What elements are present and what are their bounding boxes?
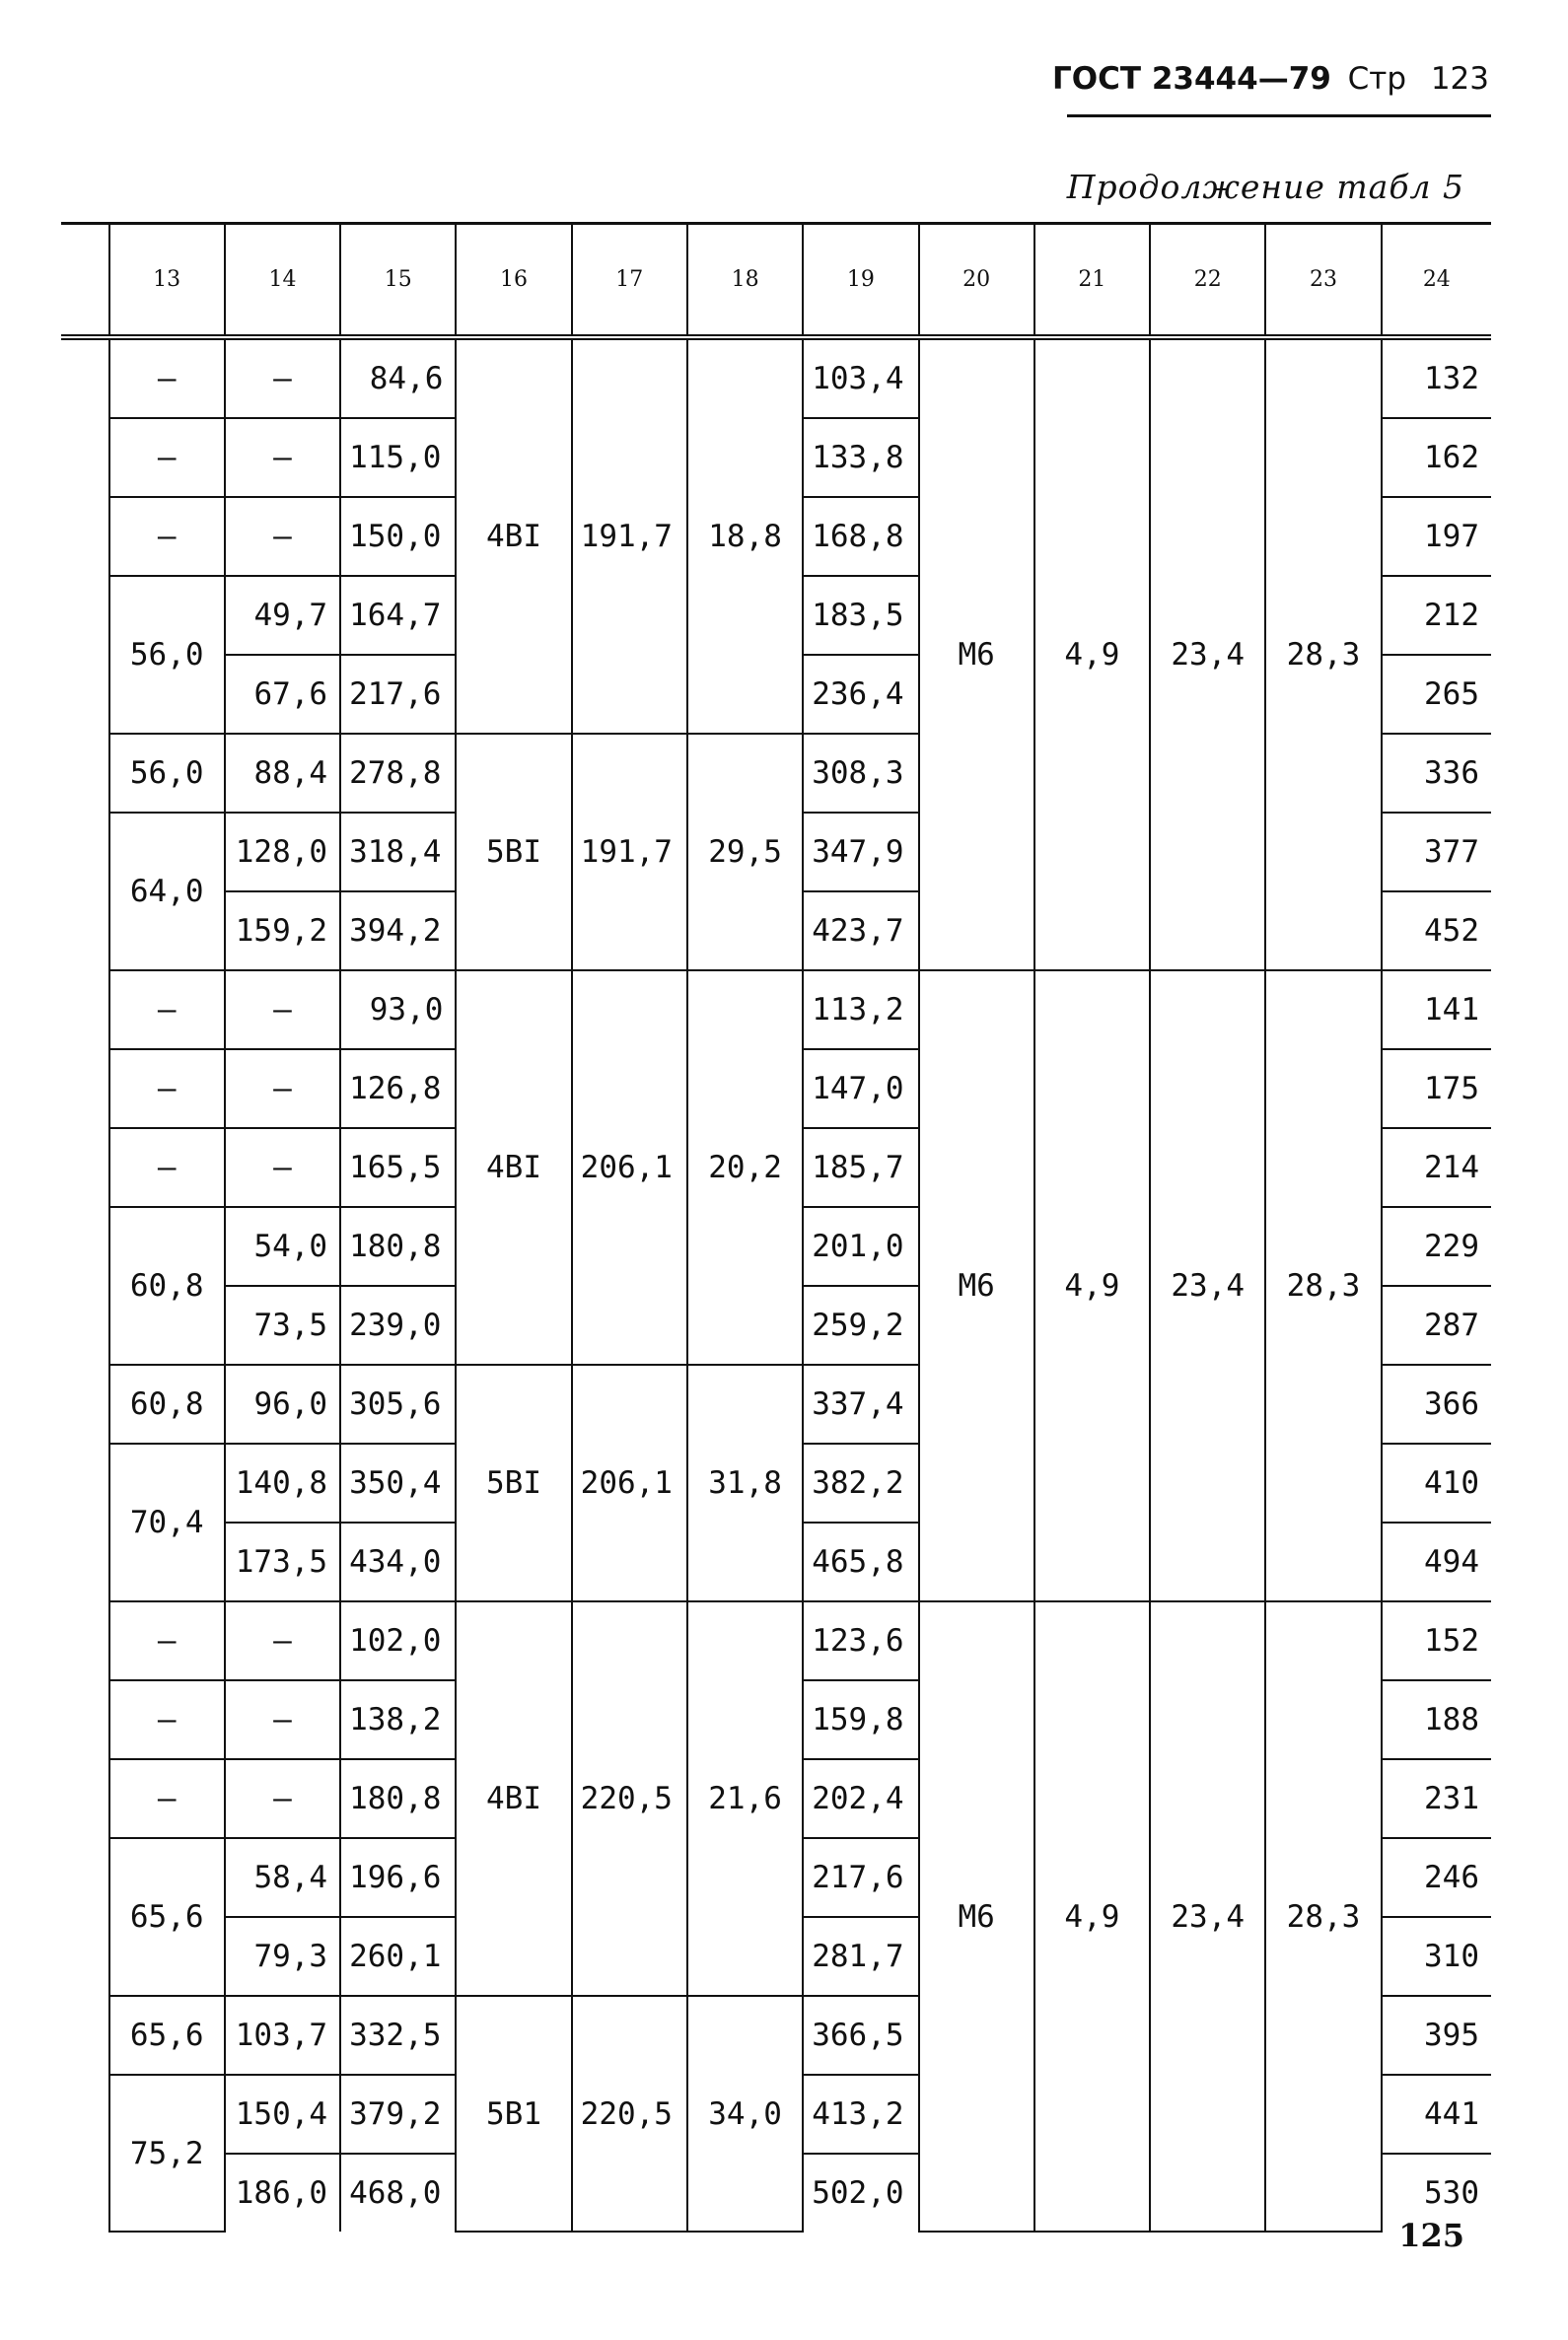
col14-cell: 140,8 xyxy=(225,1444,340,1523)
col19-cell: 502,0 xyxy=(803,2154,918,2232)
col16-cell: 4BI xyxy=(456,970,571,1365)
col14-cell: — xyxy=(225,1128,340,1207)
col15-cell: 394,2 xyxy=(340,891,456,970)
col13-cell: 75,2 xyxy=(109,2075,225,2232)
col19-cell: 201,0 xyxy=(803,1207,918,1286)
col19-cell: 347,9 xyxy=(803,813,918,891)
row-lead-spacer xyxy=(61,1128,109,1207)
col19-cell: 123,6 xyxy=(803,1601,918,1680)
col13-cell: — xyxy=(109,337,225,418)
col20-cell: М6 xyxy=(919,1601,1034,2232)
col13-cell: — xyxy=(109,1049,225,1128)
col14-cell: 67,6 xyxy=(225,655,340,734)
table-body xyxy=(61,337,1491,2232)
col19-cell: 308,3 xyxy=(803,734,918,813)
col14-cell: 73,5 xyxy=(225,1286,340,1365)
col13-cell: 70,4 xyxy=(109,1444,225,1601)
col14-cell: 96,0 xyxy=(225,1365,340,1444)
col13-cell: — xyxy=(109,497,225,576)
col15-cell: 180,8 xyxy=(340,1759,456,1838)
col15-cell: 180,8 xyxy=(340,1207,456,1286)
col17-cell: 220,5 xyxy=(572,1996,687,2232)
column-header-17: 17 xyxy=(572,224,687,338)
col20-cell: М6 xyxy=(919,337,1034,970)
col15-cell: 278,8 xyxy=(340,734,456,813)
column-header-13: 13 xyxy=(109,224,225,338)
col15-cell: 379,2 xyxy=(340,2075,456,2154)
col14-cell: — xyxy=(225,1049,340,1128)
col21-cell: 4,9 xyxy=(1034,970,1150,1601)
col13-cell: 65,6 xyxy=(109,1838,225,1996)
col13-cell: — xyxy=(109,1680,225,1759)
col24-cell: 310 xyxy=(1382,1917,1491,1996)
col15-cell: 138,2 xyxy=(340,1680,456,1759)
col19-cell: 217,6 xyxy=(803,1838,918,1917)
col14-cell: 186,0 xyxy=(225,2154,340,2232)
col24-cell: 265 xyxy=(1382,655,1491,734)
column-header-15: 15 xyxy=(340,224,456,338)
col15-cell: 468,0 xyxy=(340,2154,456,2232)
col19-cell: 202,4 xyxy=(803,1759,918,1838)
col13-cell: — xyxy=(109,1759,225,1838)
row-lead-spacer xyxy=(61,813,109,891)
col24-cell: 452 xyxy=(1382,891,1491,970)
col24-cell: 175 xyxy=(1382,1049,1491,1128)
col15-cell: 318,4 xyxy=(340,813,456,891)
col24-cell: 231 xyxy=(1382,1759,1491,1838)
page-number: 123 xyxy=(1430,61,1489,97)
col15-cell: 102,0 xyxy=(340,1601,456,1680)
row-lead-spacer xyxy=(61,655,109,734)
page-label: Стр xyxy=(1347,61,1407,97)
col15-cell: 84,6 xyxy=(340,337,456,418)
column-header-23: 23 xyxy=(1265,224,1381,338)
row-lead-spacer xyxy=(61,891,109,970)
row-lead-spacer xyxy=(61,1049,109,1128)
col19-cell: 382,2 xyxy=(803,1444,918,1523)
col15-cell: 350,4 xyxy=(340,1444,456,1523)
col16-cell: 4BI xyxy=(456,1601,571,1996)
row-lead-spacer xyxy=(61,337,109,418)
col24-cell: 441 xyxy=(1382,2075,1491,2154)
col19-cell: 133,8 xyxy=(803,418,918,497)
column-header-20: 20 xyxy=(919,224,1034,338)
table-row xyxy=(61,337,1491,418)
col14-cell: — xyxy=(225,418,340,497)
row-lead-spacer xyxy=(61,1207,109,1286)
row-lead-spacer xyxy=(61,1286,109,1365)
data-table xyxy=(61,222,1491,2233)
col19-cell: 366,5 xyxy=(803,1996,918,2075)
col15-cell: 305,6 xyxy=(340,1365,456,1444)
column-header-24: 24 xyxy=(1382,224,1491,338)
row-lead-spacer xyxy=(61,1523,109,1601)
col13-cell: 65,6 xyxy=(109,1996,225,2075)
col16-cell: 4BI xyxy=(456,337,571,734)
col15-cell: 93,0 xyxy=(340,970,456,1049)
page-header xyxy=(1052,61,1489,97)
column-header-22: 22 xyxy=(1150,224,1265,338)
col15-cell: 260,1 xyxy=(340,1917,456,1996)
col18-cell: 34,0 xyxy=(687,1996,803,2232)
row-lead-spacer xyxy=(61,576,109,655)
col14-cell: — xyxy=(225,337,340,418)
col18-cell: 18,8 xyxy=(687,337,803,734)
col19-cell: 423,7 xyxy=(803,891,918,970)
column-header-18: 18 xyxy=(687,224,803,338)
row-lead-spacer xyxy=(61,497,109,576)
col24-cell: 212 xyxy=(1382,576,1491,655)
col16-cell: 5B1 xyxy=(456,1996,571,2232)
row-lead-spacer xyxy=(61,1759,109,1838)
col14-cell: — xyxy=(225,1759,340,1838)
col21-cell: 4,9 xyxy=(1034,337,1150,970)
column-header-19: 19 xyxy=(803,224,918,338)
col19-cell: 281,7 xyxy=(803,1917,918,1996)
col14-cell: 150,4 xyxy=(225,2075,340,2154)
col13-cell: 60,8 xyxy=(109,1207,225,1365)
col16-cell: 5BI xyxy=(456,1365,571,1601)
row-lead-spacer xyxy=(61,1838,109,1917)
col14-cell: 103,7 xyxy=(225,1996,340,2075)
col17-cell: 191,7 xyxy=(572,337,687,734)
col23-cell: 28,3 xyxy=(1265,1601,1381,2232)
col24-cell: 410 xyxy=(1382,1444,1491,1523)
header-lead xyxy=(61,224,109,338)
col15-cell: 434,0 xyxy=(340,1523,456,1601)
col19-cell: 159,8 xyxy=(803,1680,918,1759)
col24-cell: 336 xyxy=(1382,734,1491,813)
col13-cell: 64,0 xyxy=(109,813,225,970)
col24-cell: 229 xyxy=(1382,1207,1491,1286)
col19-cell: 113,2 xyxy=(803,970,918,1049)
col24-cell: 366 xyxy=(1382,1365,1491,1444)
table-continuation-label: Продолжение табл 5 xyxy=(1066,168,1464,206)
col14-cell: 88,4 xyxy=(225,734,340,813)
row-lead-spacer xyxy=(61,1996,109,2075)
col17-cell: 206,1 xyxy=(572,1365,687,1601)
header-row xyxy=(61,224,1491,338)
col14-cell: — xyxy=(225,970,340,1049)
col24-cell: 377 xyxy=(1382,813,1491,891)
col18-cell: 31,8 xyxy=(687,1365,803,1601)
col15-cell: 165,5 xyxy=(340,1128,456,1207)
col22-cell: 23,4 xyxy=(1150,337,1265,970)
col15-cell: 332,5 xyxy=(340,1996,456,2075)
col13-cell: — xyxy=(109,1128,225,1207)
col14-cell: 49,7 xyxy=(225,576,340,655)
col18-cell: 21,6 xyxy=(687,1601,803,1996)
col24-cell: 188 xyxy=(1382,1680,1491,1759)
col13-cell: — xyxy=(109,970,225,1049)
column-header-14: 14 xyxy=(225,224,340,338)
col24-cell: 132 xyxy=(1382,337,1491,418)
col19-cell: 236,4 xyxy=(803,655,918,734)
col15-cell: 126,8 xyxy=(340,1049,456,1128)
col17-cell: 206,1 xyxy=(572,970,687,1365)
row-lead-spacer xyxy=(61,970,109,1049)
col13-cell: 60,8 xyxy=(109,1365,225,1444)
col13-cell: 56,0 xyxy=(109,734,225,813)
col13-cell: — xyxy=(109,418,225,497)
col19-cell: 413,2 xyxy=(803,2075,918,2154)
col22-cell: 23,4 xyxy=(1150,970,1265,1601)
col14-cell: — xyxy=(225,1601,340,1680)
col17-cell: 220,5 xyxy=(572,1601,687,1996)
col14-cell: 173,5 xyxy=(225,1523,340,1601)
standard-designation: ГОСТ 23444—79 xyxy=(1052,61,1331,97)
col15-cell: 115,0 xyxy=(340,418,456,497)
column-header-16: 16 xyxy=(456,224,571,338)
col13-cell: — xyxy=(109,1601,225,1680)
col19-cell: 147,0 xyxy=(803,1049,918,1128)
col23-cell: 28,3 xyxy=(1265,337,1381,970)
row-lead-spacer xyxy=(61,1917,109,1996)
col19-cell: 337,4 xyxy=(803,1365,918,1444)
col24-cell: 494 xyxy=(1382,1523,1491,1601)
col24-cell: 395 xyxy=(1382,1996,1491,2075)
table-row xyxy=(61,1601,1491,1680)
col19-cell: 259,2 xyxy=(803,1286,918,1365)
row-lead-spacer xyxy=(61,734,109,813)
col15-cell: 164,7 xyxy=(340,576,456,655)
col23-cell: 28,3 xyxy=(1265,970,1381,1601)
table-row xyxy=(61,970,1491,1049)
col24-cell: 197 xyxy=(1382,497,1491,576)
footer-page-number: 125 xyxy=(1398,2217,1464,2254)
col14-cell: — xyxy=(225,1680,340,1759)
row-lead-spacer xyxy=(61,418,109,497)
row-lead-spacer xyxy=(61,2075,109,2154)
col16-cell: 5BI xyxy=(456,734,571,970)
data-table-wrapper xyxy=(61,222,1491,2233)
col17-cell: 191,7 xyxy=(572,734,687,970)
row-lead-spacer xyxy=(61,1680,109,1759)
col13-cell: 56,0 xyxy=(109,576,225,734)
row-lead-spacer xyxy=(61,1365,109,1444)
col18-cell: 20,2 xyxy=(687,970,803,1365)
col22-cell: 23,4 xyxy=(1150,1601,1265,2232)
col19-cell: 465,8 xyxy=(803,1523,918,1601)
row-lead-spacer xyxy=(61,1444,109,1523)
col24-cell: 530 xyxy=(1382,2154,1491,2232)
col24-cell: 162 xyxy=(1382,418,1491,497)
col14-cell: 159,2 xyxy=(225,891,340,970)
col14-cell: 128,0 xyxy=(225,813,340,891)
row-lead-spacer xyxy=(61,1601,109,1680)
column-header-21: 21 xyxy=(1034,224,1150,338)
row-lead-spacer xyxy=(61,2154,109,2232)
col19-cell: 185,7 xyxy=(803,1128,918,1207)
table-header xyxy=(61,224,1491,338)
col15-cell: 217,6 xyxy=(340,655,456,734)
col24-cell: 246 xyxy=(1382,1838,1491,1917)
col24-cell: 214 xyxy=(1382,1128,1491,1207)
col19-cell: 103,4 xyxy=(803,337,918,418)
col14-cell: 58,4 xyxy=(225,1838,340,1917)
col15-cell: 239,0 xyxy=(340,1286,456,1365)
col14-cell: 54,0 xyxy=(225,1207,340,1286)
col21-cell: 4,9 xyxy=(1034,1601,1150,2232)
col24-cell: 287 xyxy=(1382,1286,1491,1365)
col19-cell: 168,8 xyxy=(803,497,918,576)
col15-cell: 196,6 xyxy=(340,1838,456,1917)
col14-cell: 79,3 xyxy=(225,1917,340,1996)
col15-cell: 150,0 xyxy=(340,497,456,576)
col24-cell: 141 xyxy=(1382,970,1491,1049)
col24-cell: 152 xyxy=(1382,1601,1491,1680)
col20-cell: М6 xyxy=(919,970,1034,1601)
col18-cell: 29,5 xyxy=(687,734,803,970)
col14-cell: — xyxy=(225,497,340,576)
header-rule xyxy=(1067,114,1491,117)
col19-cell: 183,5 xyxy=(803,576,918,655)
